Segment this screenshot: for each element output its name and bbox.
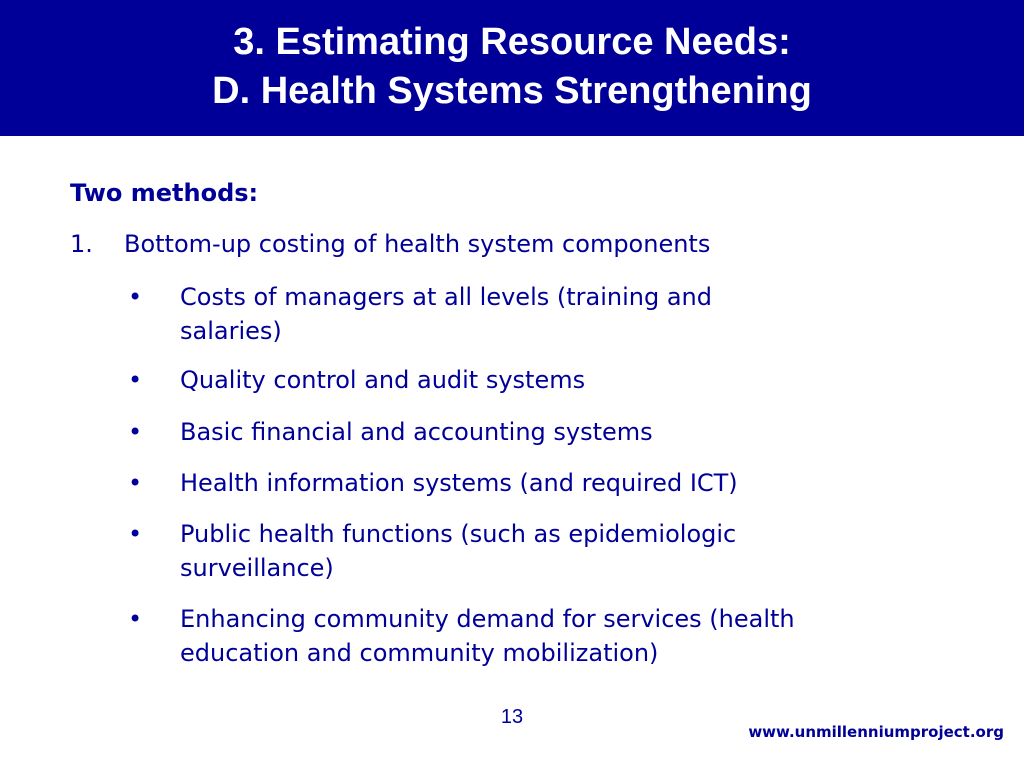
bullet-marker: • (128, 605, 143, 633)
bullet-text: Costs of managers at all levels (training and (180, 283, 712, 311)
slide-title-line-1: 3. Estimating Resource Needs: (233, 21, 791, 63)
bullet-text: Enhancing community demand for services (health (180, 605, 795, 633)
bullet-marker: • (128, 418, 143, 446)
section-heading: Two methods: (70, 179, 259, 207)
bullet-marker: • (128, 469, 143, 497)
bullet-text: Quality control and audit systems (180, 366, 586, 394)
bullet-text-continued: surveillance) (180, 554, 334, 582)
list-item-label: Bottom-up costing of health system components (124, 230, 711, 258)
list-number: 1. (70, 230, 93, 258)
bullet-marker: • (128, 366, 143, 394)
page-number: 13 (500, 706, 524, 728)
bullet-text: Health information systems (and required ICT) (180, 469, 738, 497)
bullet-text: Basic financial and accounting systems (180, 418, 653, 446)
slide-title-line-2: D. Health Systems Strengthening (212, 70, 812, 112)
bullet-marker: • (128, 520, 143, 548)
title-bar (0, 0, 1024, 136)
bullet-text-continued: education and community mobilization) (180, 639, 659, 667)
bullet-text-continued: salaries) (180, 317, 282, 345)
bullet-marker: • (128, 283, 143, 311)
bullet-text: Public health functions (such as epidemiologic (180, 520, 737, 548)
footer-url[interactable]: www.unmillenniumproject.org (748, 723, 1004, 741)
